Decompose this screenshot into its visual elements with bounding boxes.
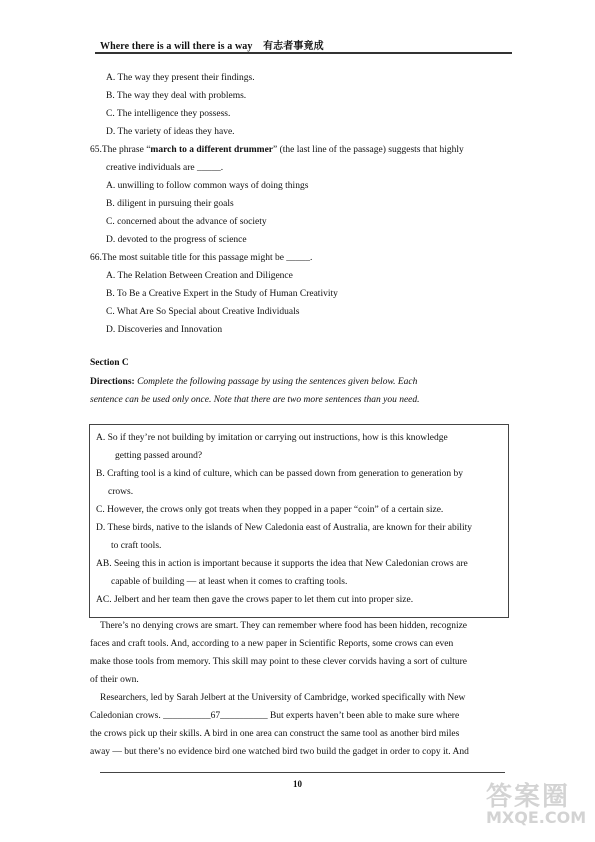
page-header bbox=[100, 37, 324, 52]
sentence-box bbox=[89, 424, 509, 618]
directions-line1 bbox=[90, 377, 417, 387]
q65-stem-line2 bbox=[106, 162, 595, 174]
sentence-ab-line1: AB. Seeing this in action is important because it supports the idea that New Caledonian crows are bbox=[96, 559, 468, 569]
q64-option-b: B. The way they deal with problems. bbox=[106, 91, 247, 101]
passage-p1-line4: of their own. bbox=[90, 675, 139, 685]
directions-text1: Complete the following passage by using the sentences given below. Each bbox=[134, 377, 418, 387]
q65-stem bbox=[90, 144, 595, 156]
passage-p1-line1: There’s no denying crows are smart. They can remember where food has been hidden, recognize bbox=[100, 621, 468, 631]
sentence-ab-line2: capable of building — at least when it comes to crafting tools. bbox=[111, 577, 348, 587]
header-rule bbox=[95, 52, 512, 54]
passage-p2-line1: Researchers, led by Sarah Jelbert at the University of Cambridge, worked specifically with New bbox=[100, 693, 466, 703]
q66-option-c: C. What Are So Special about Creative Individuals bbox=[106, 307, 300, 317]
q65-line2: creative individuals are bbox=[106, 163, 195, 173]
q65-option-d: D. devoted to the progress of science bbox=[106, 235, 247, 245]
passage-p2-line4: away — but there’s no evidence bird one watched bird two build the gadget in order to copy it. And bbox=[90, 747, 469, 757]
sentence-b-line2: crows. bbox=[108, 487, 134, 497]
page-number: 10 bbox=[293, 779, 302, 789]
q65-option-a: A. unwilling to follow common ways of doing things bbox=[106, 181, 309, 191]
header-title: Where there is a will there is a way bbox=[100, 41, 253, 52]
watermark-logo: 答案圈 bbox=[486, 782, 571, 812]
q66-option-b: B. To Be a Creative Expert in the Study of Human Creativity bbox=[106, 289, 338, 299]
q66-option-a: A. The Relation Between Creation and Diligence bbox=[106, 271, 293, 281]
q65-phrase: march to a different drummer bbox=[150, 145, 273, 155]
q65-prefix: 65.The phrase “ bbox=[90, 145, 151, 155]
footer-rule bbox=[100, 772, 505, 773]
q65-end: . bbox=[220, 163, 224, 173]
q64-option-d: D. The variety of ideas they have. bbox=[106, 127, 235, 137]
passage-p2-line2: Caledonian crows. __________67__________ But experts haven’t been able to make sure where bbox=[90, 711, 460, 721]
header-motto: 有志者事竟成 bbox=[263, 41, 324, 52]
sentence-b-line1: B. Crafting tool is a kind of culture, which can be passed down from generation to generation by bbox=[96, 469, 463, 479]
passage-p1-line3: make those tools from memory. This skill may point to these clever corvids having a sort of culture bbox=[90, 657, 468, 667]
q65-suffix: ” (the last line of the passage) suggests that highly bbox=[273, 145, 464, 155]
directions-label: Directions: bbox=[90, 377, 135, 387]
q65-option-c: C. concerned about the advance of society bbox=[106, 217, 267, 227]
q65-blank: _____ bbox=[197, 163, 221, 173]
passage-p2-line3: the crows pick up their skills. A bird in one area can construct the same tool as another bird miles bbox=[90, 729, 460, 739]
passage-p1-line2: faces and craft tools. And, according to a new paper in Scientific Reports, some crows can even bbox=[90, 639, 454, 649]
q66-stem: 66.The most suitable title for this passage might be _____. bbox=[90, 253, 313, 263]
sentence-c-line1: C. However, the crows only got treats when they popped in a paper “coin” of a certain size. bbox=[96, 505, 444, 515]
sentence-a-line1: A. So if they’re not building by imitation or carrying out instructions, how is this knowledge bbox=[96, 433, 448, 443]
section-title: Section C bbox=[90, 358, 129, 368]
directions-line2: sentence can be used only once. Note that there are two more sentences than you need. bbox=[90, 395, 420, 405]
watermark-url: MXQE.COM bbox=[486, 808, 587, 827]
sentence-ac-line1: AC. Jelbert and her team then gave the crows paper to let them cut into proper size. bbox=[96, 595, 414, 605]
sentence-d-line1: D. These birds, native to the islands of New Caledonia east of Australia, are known for their ability bbox=[96, 523, 473, 533]
sentence-a-line2: getting passed around? bbox=[115, 451, 203, 461]
q64-option-a: A. The way they present their findings. bbox=[106, 73, 255, 83]
q66-option-d: D. Discoveries and Innovation bbox=[106, 325, 223, 335]
q64-option-c: C. The intelligence they possess. bbox=[106, 109, 231, 119]
q65-option-b: B. diligent in pursuing their goals bbox=[106, 199, 234, 209]
watermark bbox=[486, 776, 587, 832]
sentence-d-line2: to craft tools. bbox=[111, 541, 162, 551]
